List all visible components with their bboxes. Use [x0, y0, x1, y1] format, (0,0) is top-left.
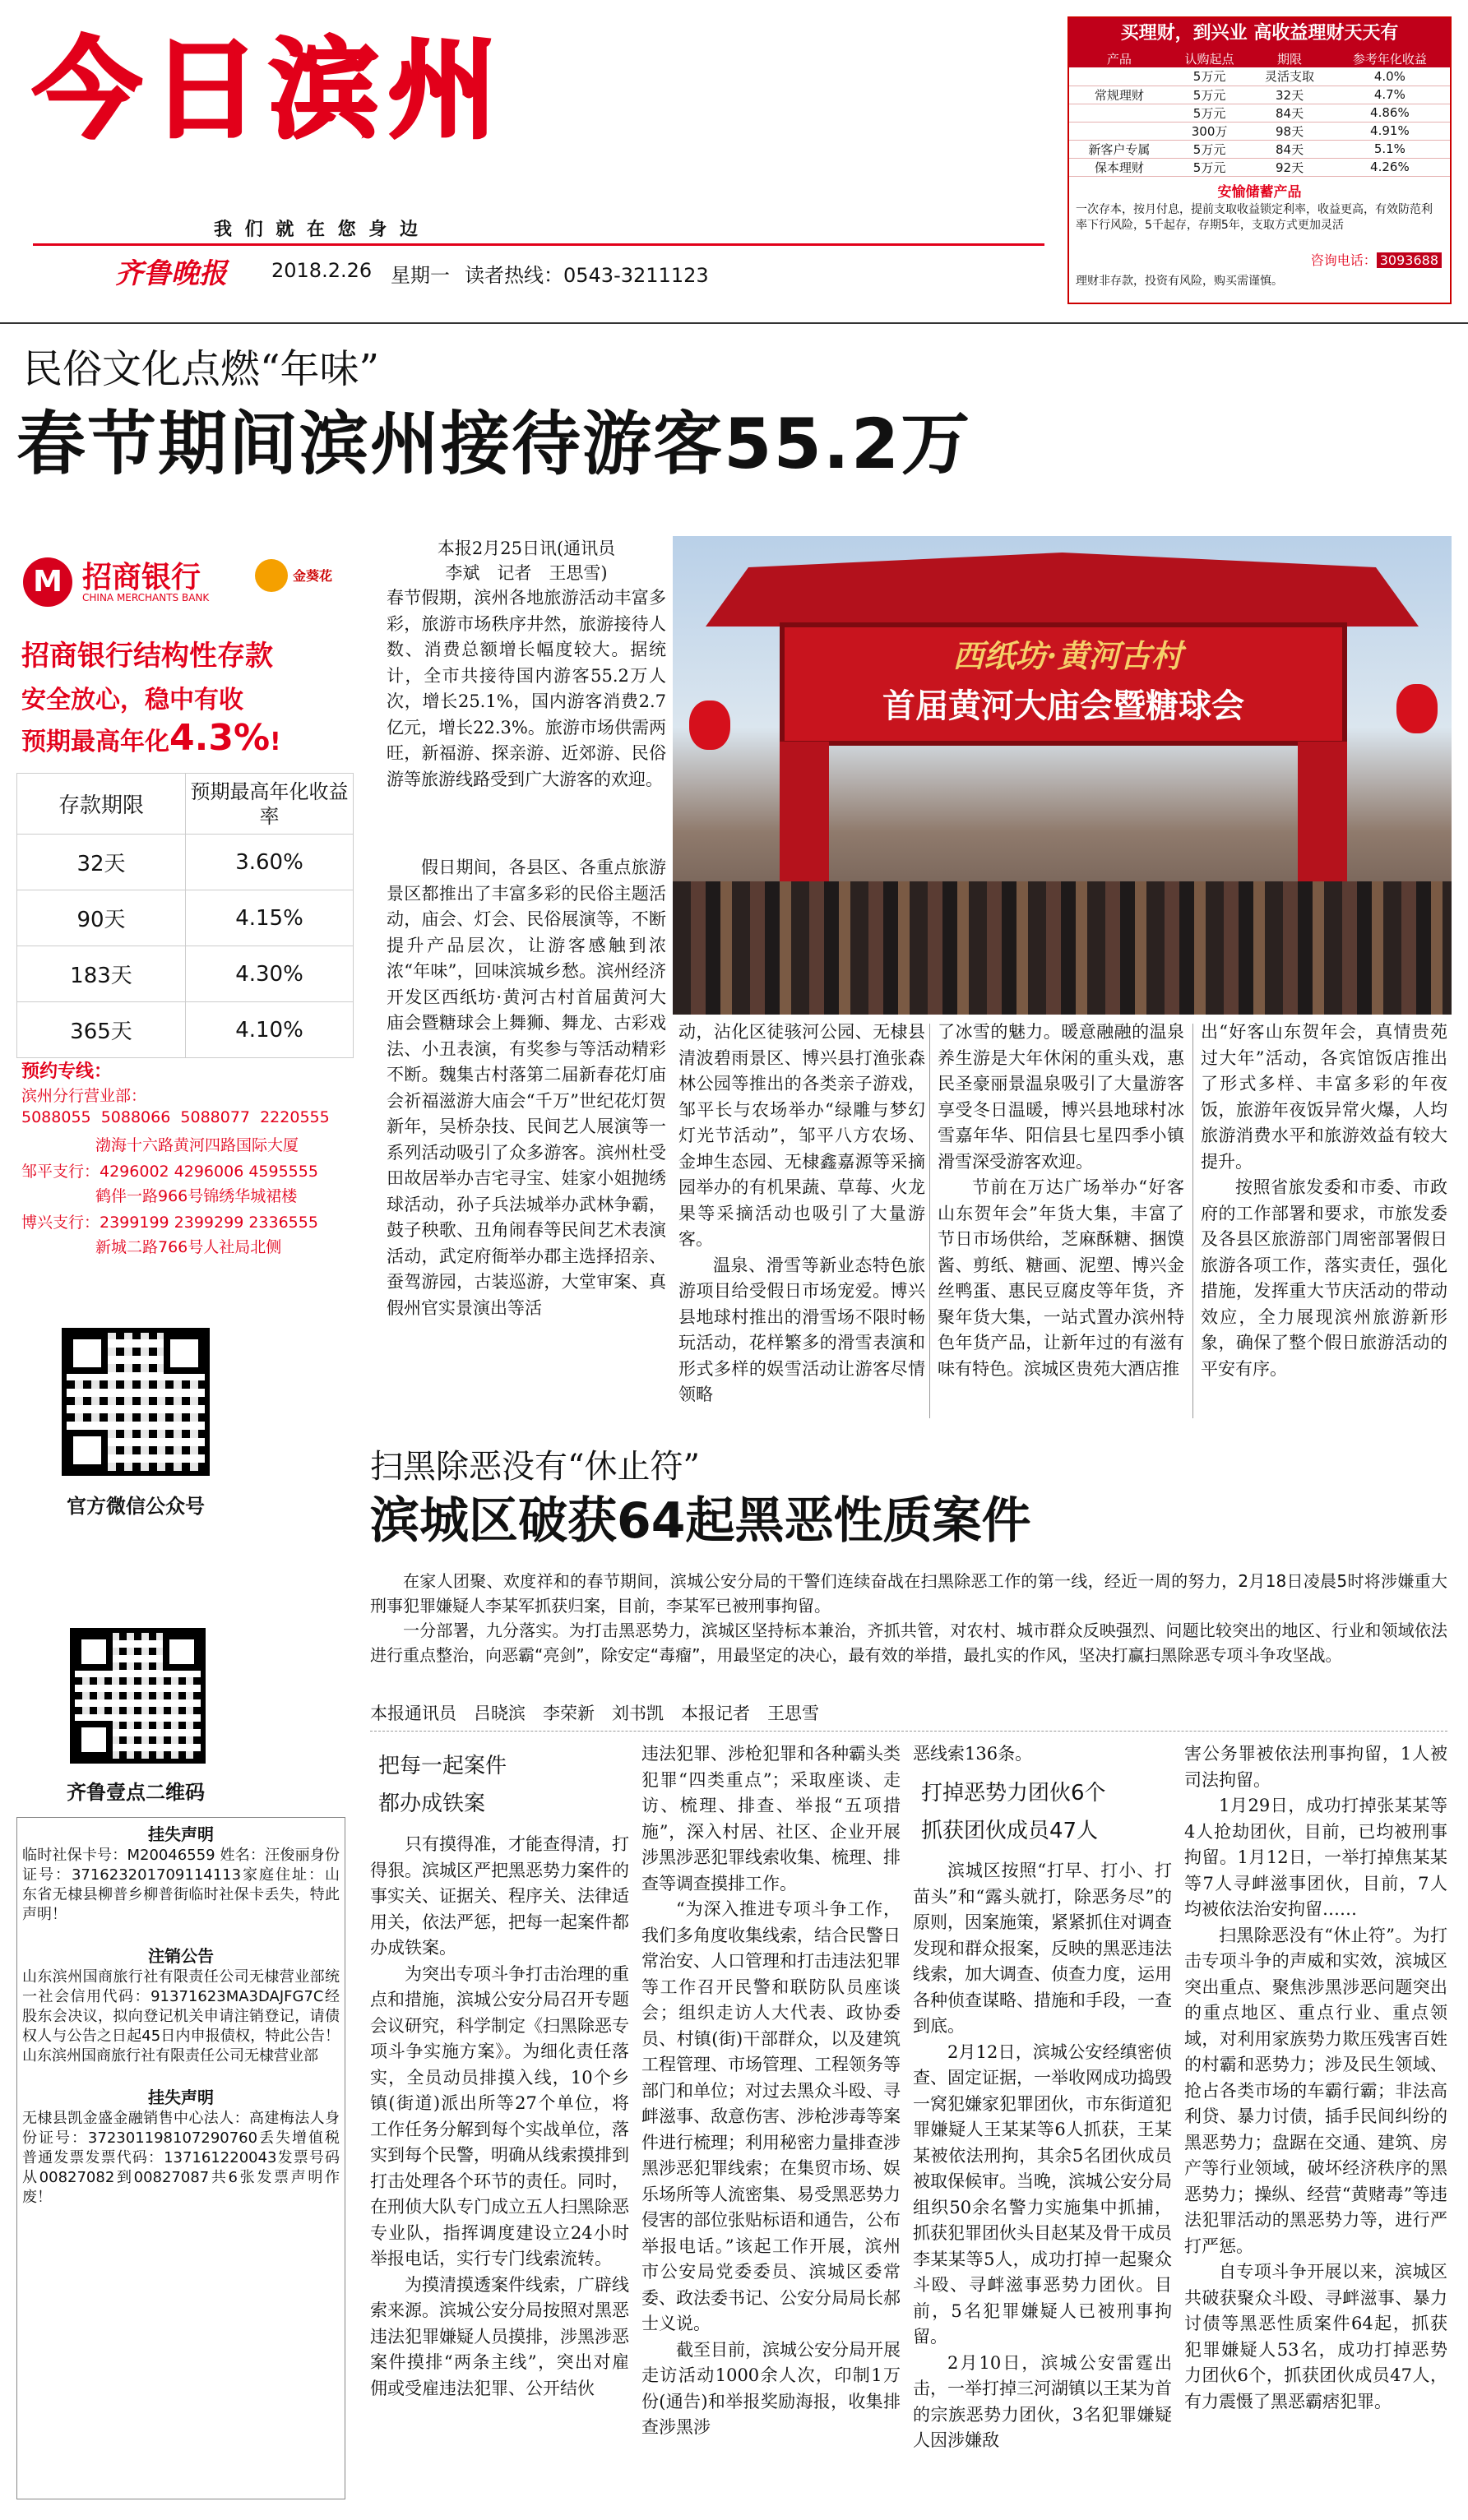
qr1-caption: 官方微信公众号	[67, 1495, 205, 1518]
lead-col4-p1: 了冰雪的魅力。暖意融融的温泉养生游是大年休闲的重头戏，惠民圣豪丽景温泉吸引了大量游客享受冬日温暖，博兴县地球村冰雪嘉年华、阳信县七星四季小镇滑雪深受游客欢迎。	[938, 1022, 1184, 1172]
reader-hotline: 读者热线：0543-3211123	[465, 264, 709, 287]
product-cell	[1069, 122, 1169, 140]
story2-col4-p2: 1月29日，成功打掉张某某等4人抢劫团伙，目前，已均被刑事拘留。1月12日，一举打掉焦某某等7人寻衅滋事团伙，目前，7人均被依法治安拘留……	[1184, 1796, 1447, 1919]
cmb-line2	[21, 717, 281, 759]
story2-col1-p1: 只有摸得准，才能查得清，打得狠。滨城区严把黑恶势力案件的事实关、证据关、程序关、法律适用关，依法严惩，把每一起案件都办成铁案。	[370, 1834, 629, 1958]
product-cell: 4.91%	[1370, 123, 1410, 138]
slogan: 我 们 就 在 您 身 边	[214, 220, 421, 240]
lantern-right	[1396, 684, 1438, 733]
cmb-logo-bar	[16, 549, 354, 623]
product-cell: 32天	[1275, 87, 1304, 103]
product-cell	[1069, 104, 1169, 122]
cmb-rate-cell: 4.10%	[235, 1017, 303, 1043]
story2-rule	[370, 1731, 1447, 1732]
gate-sign: 西纸坊·黄河古村	[952, 637, 1183, 674]
cmb-rate-row	[17, 1002, 354, 1058]
notice1-title: 挂失声明	[148, 1824, 214, 1844]
story2-col3-p2: 滨城区按照“打早、打小、打苗头”和“露头就打，除恶务尽”的原则，因案施策，紧紧抓住对调查发现和群众报案，反映的黑恶违法线索，加大调查、侦查力度，运用各种侦查谋略、措施和手段，一查到底。	[913, 1861, 1172, 2036]
gate-roof	[706, 553, 1419, 627]
product-row	[1069, 158, 1450, 176]
cmb-th-rate: 预期最高年化收益率	[190, 779, 349, 828]
product-cell: 5万元	[1192, 160, 1226, 175]
product-table	[1069, 49, 1450, 177]
cmb-rate-row	[17, 835, 354, 890]
th-yield: 参考年化收益	[1352, 51, 1427, 67]
lead-col3-p2: 温泉、滑雪等新业态特色旅游项目给受假日市场宠爱。博兴县地球村推出的滑雪场不限时畅玩活动，花样繁多的滑雪表演和形式多样的娱雪活动让游客尽情领略	[678, 1255, 925, 1404]
cmb-line2a: 预期最高年化	[21, 728, 169, 756]
story2-col2-p3: 截至目前，滨城公安分局开展走访活动1000余人次，印制1万份(通告)和举报奖励海报，收集排查涉黑涉	[641, 2339, 901, 2437]
cmb-th-term: 存款期限	[17, 774, 186, 835]
story2-sub1	[378, 1747, 507, 1823]
story2-col3-p4: 2月10日，滨城公安雷霆出击，一举打掉三河湖镇以王某为首的宗族恶势力团伙，3名犯罪嫌疑人因涉嫌敌	[913, 2352, 1172, 2450]
product-cell: 5万元	[1192, 87, 1226, 103]
col-divider	[1192, 1024, 1193, 1418]
th-term: 期限	[1277, 51, 1303, 67]
story2-col4-p3: 扫黑除恶没有“休止符”。为打击专项斗争的声威和实效，滨城区突出重点、聚焦涉黑涉恶问题突出的重点地区、重点行业、重点领域，对利用家族势力欺压残害百姓的村霸和恶势力；涉及民生领域、抢占各类市场的车霸行霸；非法高利贷、暴力讨债，插手民间纠纷的黑恶势力；盘踞在交通、建筑、房产等行业领域，破坏经济秩序的黑恶势力；操纵、经营“黄赌毒”等违法犯罪活动的黑恶势力等，进行严打严惩。	[1184, 1925, 1447, 2256]
top-rule	[0, 322, 1468, 324]
th-product: 产品	[1106, 51, 1132, 67]
sunflower-icon	[255, 559, 288, 592]
lead-byline	[387, 536, 666, 585]
notice1-body: 临时社保卡号：M20046559 姓名：汪俊丽身份证号：371623201709114113家庭住址：山东省无棣县柳普乡柳普街临时社保卡丢失，特此声明！	[22, 1847, 340, 1923]
lead-col4	[938, 1020, 1184, 1422]
cmb-term-cell: 183天	[17, 946, 186, 1002]
cmb-rate-row	[17, 890, 354, 946]
product-row	[1069, 122, 1450, 140]
issue-weekday: 星期一	[391, 264, 450, 287]
product-cell: 常规理财	[1094, 87, 1144, 103]
cmb-line2c: !	[270, 728, 281, 756]
product-row	[1069, 67, 1450, 86]
story2-col3-p1: 恶线索136条。	[913, 1744, 1033, 1764]
sub1-line1: 把每一起案件	[378, 1754, 507, 1778]
cmb-hotline-label: 预约专线：	[21, 1061, 113, 1082]
cmb-branch1-addr: 渤海十六路黄河四路国际大厦	[95, 1136, 299, 1154]
qr-wechat	[62, 1328, 210, 1476]
product-cell: 92天	[1275, 160, 1304, 175]
story2-lead	[370, 1569, 1447, 1667]
qr-qilu	[70, 1628, 206, 1764]
story2-col4	[1184, 1741, 1447, 2506]
issue-date: 2018.2.26	[271, 259, 373, 282]
lead-headline: 春节期间滨州接待游客55.2万	[16, 404, 972, 484]
cmb-rate-cell: 4.30%	[235, 961, 303, 987]
cmb-term-cell: 365天	[17, 1002, 186, 1058]
story2-lead-p2: 一分部署，九分落实。为打击黑恶势力，滨城区坚持标本兼治，齐抓共管，对农村、城市群众反映强烈、问题比较突出的地区、行业和领域依法进行重点整治，向恶霸“亮剑”，除安定“毒瘤”，用最坚定的决心，最有效的举措，最扎实的作风，坚决打赢扫黑除恶专项斗争攻坚战。	[370, 1621, 1447, 1665]
notice3-title: 挂失声明	[148, 2088, 214, 2107]
consult-phone: 3093688	[1377, 252, 1442, 268]
product-cell: 5万元	[1192, 105, 1226, 121]
masthead-rule	[33, 243, 1044, 246]
story2-col4-p4: 自专项斗争开展以来，滨城区共破获聚众斗殴、寻衅滋事、暴力讨债等黑恶性质案件64起，抓获犯罪嫌疑人53名，成功打掉恶势力团伙6个，抓获团伙成员47人，有力震慑了黑恶霸痞犯罪。	[1184, 2262, 1447, 2411]
cmb-rate-cell: 3.60%	[235, 849, 303, 875]
product-cell: 4.0%	[1373, 68, 1405, 84]
product-cell: 灵活支取	[1265, 69, 1315, 85]
sub2-line2: 抓获团伙成员47人	[921, 1819, 1099, 1843]
lead-col5	[1201, 1020, 1447, 1422]
cmb-logo-en: CHINA MERCHANTS BANK	[82, 592, 210, 603]
lead-kicker: 民俗文化点燃“年味”	[23, 346, 380, 392]
story2-col2	[641, 1741, 901, 2506]
newspaper-logo: 今日滨州	[33, 27, 507, 154]
cmb-rate-row	[17, 946, 354, 1002]
sub1-line2: 都办成铁案	[378, 1792, 486, 1816]
product-cell: 5万元	[1192, 141, 1226, 157]
story2-lead-p1: 在家人团聚、欢度祥和的春节期间，滨城公安分局的干警们连续奋战在扫黑除恶工作的第一线，经近一周的努力，2月18日凌晨5时将涉嫌重大刑事犯罪嫌疑人李某军抓获归案，目前，李某军已被刑事拘留。	[370, 1571, 1447, 1616]
lead-col5-p1: 出“好客山东贺年会，真情贵苑过大年”活动，各宾馆饭店推出了形式多样、丰富多彩的年夜饭，旅游年夜饭异常火爆，人均旅游消费水平和旅游效益有较大提升。	[1201, 1022, 1447, 1172]
ad-risk-note: 理财非存款，投资有风险，购买需谨慎。	[1076, 274, 1283, 288]
lead-col3-p1: 动，沾化区徒骇河公园、无棣县清波碧雨景区、博兴县打渔张森林公园等推出的各类亲子游戏，邹平长与农场举办“绿雕与梦幻灯光节活动”，邹平八方农场、金坤生态园、无棣鑫嘉源等采摘园举办的有机果蔬、草莓、火龙果等采摘活动也吸引了大量游客。	[678, 1022, 925, 1249]
cmb-title: 招商银行结构性存款	[21, 640, 273, 673]
story2-col3-top	[913, 1741, 1172, 1774]
cmb-rate-cell: 4.15%	[235, 905, 303, 931]
product-cell: 4.26%	[1370, 160, 1410, 174]
th-min: 认购起点	[1184, 51, 1234, 67]
cmb-branch3-addr: 新城二路766号人社局北侧	[95, 1238, 282, 1256]
cmb-ad	[16, 549, 354, 1273]
cmb-line1: 安全放心，稳中有收	[21, 686, 243, 714]
ad-consult	[1069, 250, 1450, 269]
story2-sub2	[921, 1774, 1106, 1850]
story2-headline: 滨城区破获64起黑恶性质案件	[370, 1492, 1031, 1550]
product-cell: 保本理财	[1094, 160, 1144, 175]
product-cell: 5万元	[1192, 69, 1226, 85]
notice2-body: 山东滨州国商旅行社有限责任公司无棣营业部统一社会信用代码：91371623MA3DAJFG7C经股东会决议，拟向登记机关申请注销登记，请债权人与公告之日起45日内申报债权，特此公告！山东滨州国商旅行社有限责任公司无棣营业部	[22, 1968, 340, 2065]
lead-col2	[387, 855, 666, 1422]
product-cell: 84天	[1275, 141, 1304, 157]
lead-byline-2: 李斌 记者 王思雪)	[445, 563, 608, 583]
crowd	[673, 881, 1452, 1015]
gate-banner: 首届黄河大庙会暨糖球会	[882, 687, 1244, 725]
cmb-branch1: 滨州分行营业部：	[21, 1087, 147, 1105]
product-cell: 300万	[1191, 123, 1228, 139]
qr2-caption: 齐鲁壹点二维码	[67, 1781, 205, 1804]
cmb-branch3: 博兴支行：2399199 2399299 2336555	[21, 1214, 318, 1232]
story2-byline: 本报通讯员 吕晓滨 李荣新 刘书凯 本报记者 王思雪	[370, 1704, 819, 1723]
notice-box	[16, 1817, 345, 2499]
cmb-rate-table	[16, 773, 354, 1058]
col-divider	[929, 1024, 930, 1418]
notice2-title: 注销公告	[148, 1946, 214, 1966]
story2-col1	[370, 1832, 629, 2506]
cmb-term-cell: 90天	[17, 890, 186, 946]
cmb-logo-text: 招商银行	[82, 561, 201, 594]
cmb-branch2: 邹平支行：4296002 4296006 4595555	[21, 1163, 318, 1181]
product-cell: 84天	[1275, 105, 1304, 121]
cmb-term-cell: 32天	[17, 835, 186, 890]
story2-col1-p3: 为摸清摸透案件线索，广辟线索来源。滨城公安分局按照对黑恶违法犯罪嫌疑人员摸排，涉黑涉恶案件摸排“两条主线”，突出对雇佣或受雇违法犯罪、公开结伙	[370, 2274, 629, 2398]
consult-label: 咨询电话：	[1310, 252, 1377, 268]
lead-byline-1: 本报2月25日讯(通讯员	[437, 539, 616, 558]
lantern-left	[689, 701, 730, 750]
industrial-bank-ad	[1067, 16, 1452, 304]
lead-col1	[387, 585, 666, 861]
lead-col5-p2: 按照省旅发委和市委、市政府的工作部署和要求，市旅发委及各县区旅游部门周密部署假日旅游各项工作，落实责任，强化措施，发挥重大节庆活动的带动效应，全力展现滨州旅游新形象，确保了整个假日旅游活动的平安有序。	[1201, 1177, 1447, 1379]
story2-col4-p1: 害公务罪被依法刑事拘留，1人被司法拘留。	[1184, 1744, 1447, 1790]
product-cell: 98天	[1275, 123, 1304, 139]
notice3-body: 无棣县凯金盛金融销售中心法人：高建梅法人身份证号：372301198107290760丢失增值税普通发票发票代码：13716122004​3发票号码从00827082到00827087共6张发票声明作废！	[22, 2110, 340, 2206]
story2-col3-p3: 2月12日，滨城公安经缜密侦查、固定证据，一举收网成功捣毁一窝犯嫌家犯罪团伙，市东街道犯罪嫌疑人王某某等6人抓获，王某某被依法刑拘，其余5名团伙成员被取保候审。当晚，滨城公安分局组织50余名警力实施集中抓捕，抓获犯罪团伙头目赵某及骨干成员李某某等5人，成功打掉一起聚众斗殴、寻衅滋事恶势力团伙。目前，5名犯罪嫌疑人已被刑事拘留。	[913, 2041, 1172, 2347]
story2-col2-p2: “为深入推进专项斗争工作，我们多角度收集线索，结合民警日常治安、人口管理和打击违法犯罪等工作召开民警和联防队员座谈会；组织走访人大代表、政协委员、村镇(街)干部群众，以及建筑工程管理、市场管理、工程领务等部门和单位；对过去黑众斗殴、寻衅滋事、敌意伤害、涉枪涉毒等案件进行梳理；利用秘密力量排查涉黑涉恶犯罪线索；在集贸市场、娱乐场所等人流密集、易受黑恶势力侵害的部位张贴标语和通告，公布举报电话。”该起工作开展，滨州市公安局党委委员、滨城区委常委、政法委书记、公安分局局长郝士义说。	[641, 1899, 901, 2333]
product-cell: 5.1%	[1373, 141, 1405, 156]
cmb-rate: 4.3%	[169, 717, 271, 759]
cmb-branch2-addr: 鹤伴一路966号锦绣华城裙楼	[95, 1187, 298, 1205]
story2-kicker: 扫黑除恶没有“休止符”	[370, 1448, 700, 1486]
ad-subtitle: 安愉储蓄产品	[1217, 183, 1302, 201]
story2-col2-p1: 违法犯罪、涉枪犯罪和各种霸头类犯罪“四类重点”；采取座谈、走访、梳理、排查、举报“五项措施”，深入村居、社区、企业开展涉黑涉恶犯罪线索收集、梳理、排查等调查摸排工作。	[641, 1744, 901, 1893]
product-cell: 4.7%	[1373, 87, 1405, 102]
ad-desc: 一次存本，按月付息，提前支取收益锁定利率，收益更高，有效防范利率下行风险，5千起存，存期5年，支取方式更加灵活	[1076, 202, 1433, 232]
cmb-branch1-phone: 5088055 5088066 5088077 2220555	[21, 1108, 330, 1126]
product-row	[1069, 104, 1450, 122]
sub2-line1: 打掉恶势力团伙6个	[921, 1781, 1106, 1806]
lead-col4-p2: 节前在万达广场举办“好客山东贺年会”年货大集，丰富了节日市场供给，芝麻酥糖、捆馍酱、剪纸、糖画、泥塑、博兴金丝鸭蛋、惠民豆腐皮等年货，齐聚年货大集，一站式置办滨州特色年货产品，让新年过的有滋有味有特色。滨城区贵苑大酒店推	[938, 1177, 1184, 1379]
product-cell	[1069, 67, 1169, 86]
lead-col3	[678, 1020, 925, 1422]
cmb-logo-icon: M	[23, 557, 72, 607]
partner-logo: 金葵花	[293, 568, 333, 584]
story2-col3	[913, 1858, 1172, 2508]
product-row	[1069, 140, 1450, 158]
ad-title: 买理财，到兴业 高收益理财天天有	[1069, 18, 1450, 49]
product-row	[1069, 86, 1450, 104]
brand-logo: 齐鲁晚报	[115, 257, 227, 290]
temple-fair-photo	[673, 536, 1452, 1015]
lead-col2-p: 假日期间，各县区、各重点旅游景区都推出了丰富多彩的民俗主题活动，庙会、灯会、民俗展演等，不断提升产品层次，让游客感触到浓浓“年味”，回味滨城乡愁。滨州经济开发区西纸坊·黄河古村首届黄河大庙会暨糖球会上舞狮、舞龙、古彩戏法、小丑表演，有奖参与等活动精彩不断。魏集古村落第二届新春花灯庙会祈福滋游大庙会“千万”世纪花灯贺新年，吴桥杂技、民间艺人展演等一系列活动吸引了众多游客。滨州杜受田故居举办吉宅寻宝、娃家小姐抛绣球活动，孙子兵法城举办武林争霸，鼓子秧歌、丑角闹春等民间艺术表演活动，武定府衙举办郡主选择招亲、蚕驾游园，古装巡游，大堂审案、真假州官实景演出等活	[387, 858, 666, 1318]
lead-col1-p: 春节假期，滨州各地旅游活动丰富多彩，旅游市场秩序井然，旅游接待人数、消费总额增长幅度较大。据统计，全市共接待国内游客55.2万人次，增长25.1%，国内游客消费2.7亿元，增长22.3%。旅游市场供需两旺，新福游、探亲游、近郊游、民俗游等旅游线路受到广大游客的欢迎。	[387, 588, 666, 789]
product-cell: 4.86%	[1370, 105, 1410, 120]
product-cell: 新客户专属	[1088, 141, 1151, 157]
story2-col1-p2: 为突出专项斗争打击治理的重点和措施，滨城公安分局召开专题会议研究，科学制定《扫黑除恶专项斗争实施方案》。为细化责任落实，全员动员排摸入线，10个乡镇(街道)派出所等27个单位，将工作任务分解到每个实战单位，落实到每个民警，明确从线索摸排到打击处理各个环节的责任。同时，在刑侦大队专门成立五人扫黑除恶专业队，指挥调度建设立24小时举报电话，实行专门线索流转。	[370, 1963, 629, 2268]
